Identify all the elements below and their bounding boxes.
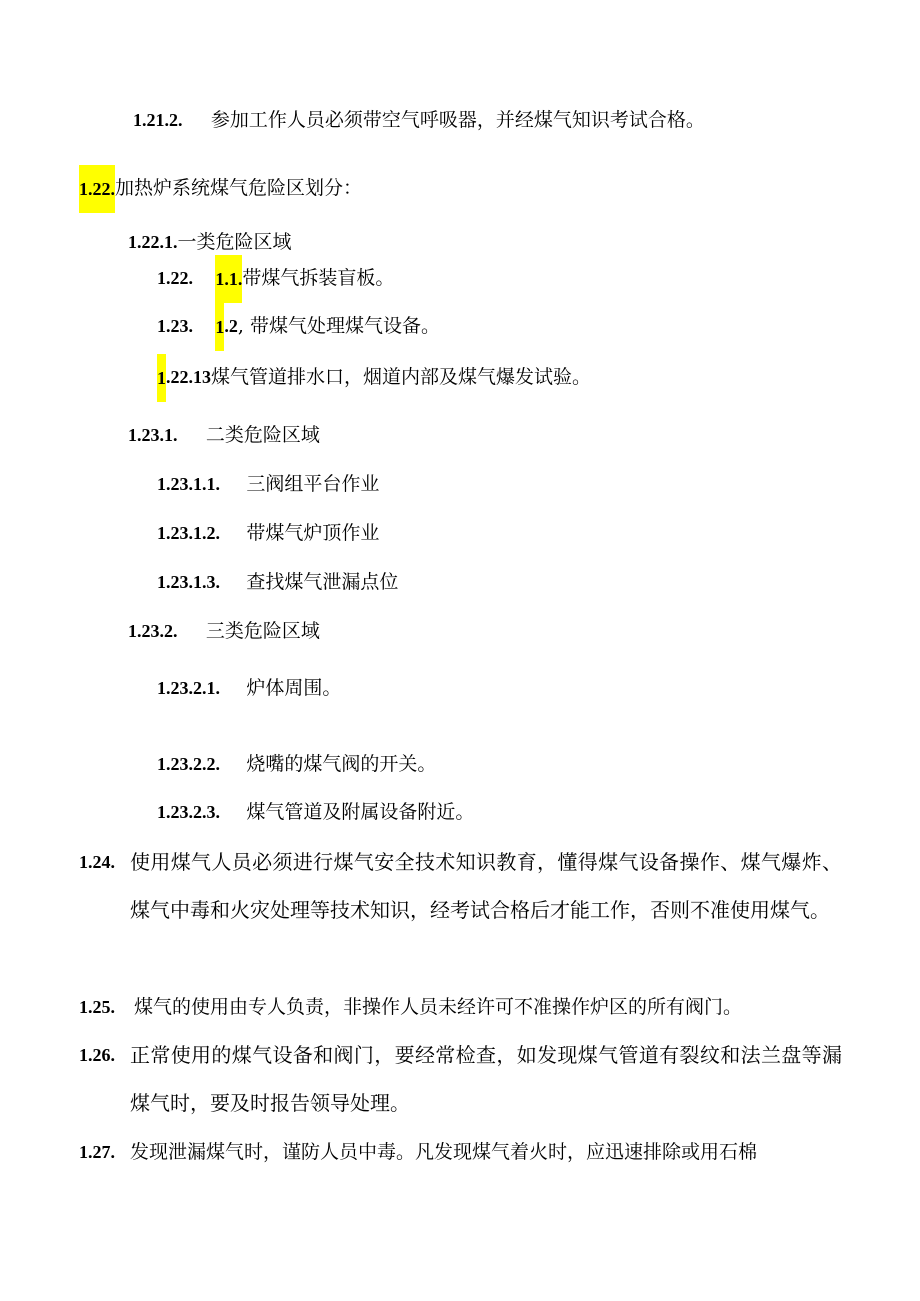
paragraph-number: 1.24. xyxy=(79,852,115,872)
item-number: .2 xyxy=(224,316,238,336)
item-1-23-1-3 xyxy=(157,569,398,594)
item-text: 带煤气拆装盲板。 xyxy=(242,267,395,289)
item-text: 煤气管道排水口，烟道内部及煤气爆发试验。 xyxy=(211,366,592,388)
item-1-21-2 xyxy=(133,107,705,132)
item-number: 1.23.1.2. xyxy=(157,523,220,543)
item-text: 一类危险区域 xyxy=(177,231,292,253)
item-text: 烧嘴的煤气阀的开关。 xyxy=(246,753,437,775)
item-1-23-1 xyxy=(128,422,320,447)
item-number: 1.23. xyxy=(157,316,193,336)
item-number: .22.13 xyxy=(166,367,211,387)
item-number-highlighted: 1.22. xyxy=(79,165,115,213)
item-text: 参加工作人员必须带空气呼吸器，并经煤气知识考试合格。 xyxy=(210,109,705,131)
item-number: 1.21.2. xyxy=(133,110,183,130)
paragraph-number: 1.27. xyxy=(79,1142,115,1162)
item-1-22-1-1 xyxy=(157,253,394,303)
item-1-23-1-1 xyxy=(157,471,379,496)
item-text: 查找煤气泄漏点位 xyxy=(246,571,399,593)
item-number: 1.23.1. xyxy=(128,425,178,445)
item-1-23-2 xyxy=(128,618,320,643)
item-1-23-2-1 xyxy=(157,675,341,700)
item-text: 三类危险区域 xyxy=(205,620,320,642)
item-number: 1.23.2.1. xyxy=(157,678,220,698)
paragraph-number: 1.25. xyxy=(79,997,115,1017)
paragraph-1-27: 发现泄漏煤气时，谨防人员中毒。凡发现煤气着火时，应迅速排除或用石棉 xyxy=(130,1141,758,1163)
item-text: 炉体周围。 xyxy=(246,677,342,699)
paragraph-1-25: 煤气的使用由专人负责，非操作人员未经许可不准操作炉区的所有阀门。 xyxy=(134,996,743,1018)
item-1-22-1-2 xyxy=(157,301,440,351)
paragraph-number: 1.26. xyxy=(79,1045,115,1065)
item-number: 1.23.1.3. xyxy=(157,572,220,592)
item-text: , 带煤气处理煤气设备。 xyxy=(237,315,440,337)
item-number-highlighted: 1.1. xyxy=(215,255,242,303)
item-number: 1.23.2.3. xyxy=(157,802,220,822)
item-1-23-1-2 xyxy=(157,520,379,545)
item-1-22-1-3 xyxy=(157,352,591,402)
paragraph-1-24: 使用煤气人员必须进行煤气安全技术知识教育，懂得煤气设备操作、煤气爆炸、煤气中毒和火灾处理等技术知识，经考试合格后才能工作，否则不准使用煤气。 xyxy=(130,850,842,922)
item-text: 煤气管道及附属设备附近。 xyxy=(246,801,475,823)
item-1-23-2-3 xyxy=(157,799,474,824)
item-text: 带煤气炉顶作业 xyxy=(246,522,380,544)
item-1-22-1 xyxy=(128,229,292,254)
item-number: 1.23.2.2. xyxy=(157,754,220,774)
item-1-23-2-2 xyxy=(157,751,436,776)
section-1-22 xyxy=(79,163,362,213)
item-number-highlighted: 1 xyxy=(215,303,224,351)
item-number: 1.22. xyxy=(157,268,193,288)
section-title: 加热炉系统煤气危险区划分： xyxy=(115,177,363,199)
item-number-highlighted: 1 xyxy=(157,354,166,402)
item-text: 二类危险区域 xyxy=(205,424,320,446)
item-number: 1.23.2. xyxy=(128,621,178,641)
paragraph-1-26: 正常使用的煤气设备和阀门，要经常检查，如发现煤气管道有裂纹和法兰盘等漏煤气时，要及时报告领导处理。 xyxy=(130,1043,842,1115)
item-number: 1.23.1.1. xyxy=(157,474,220,494)
item-number: 1.22.1. xyxy=(128,232,178,252)
item-text: 三阀组平台作业 xyxy=(246,473,380,495)
